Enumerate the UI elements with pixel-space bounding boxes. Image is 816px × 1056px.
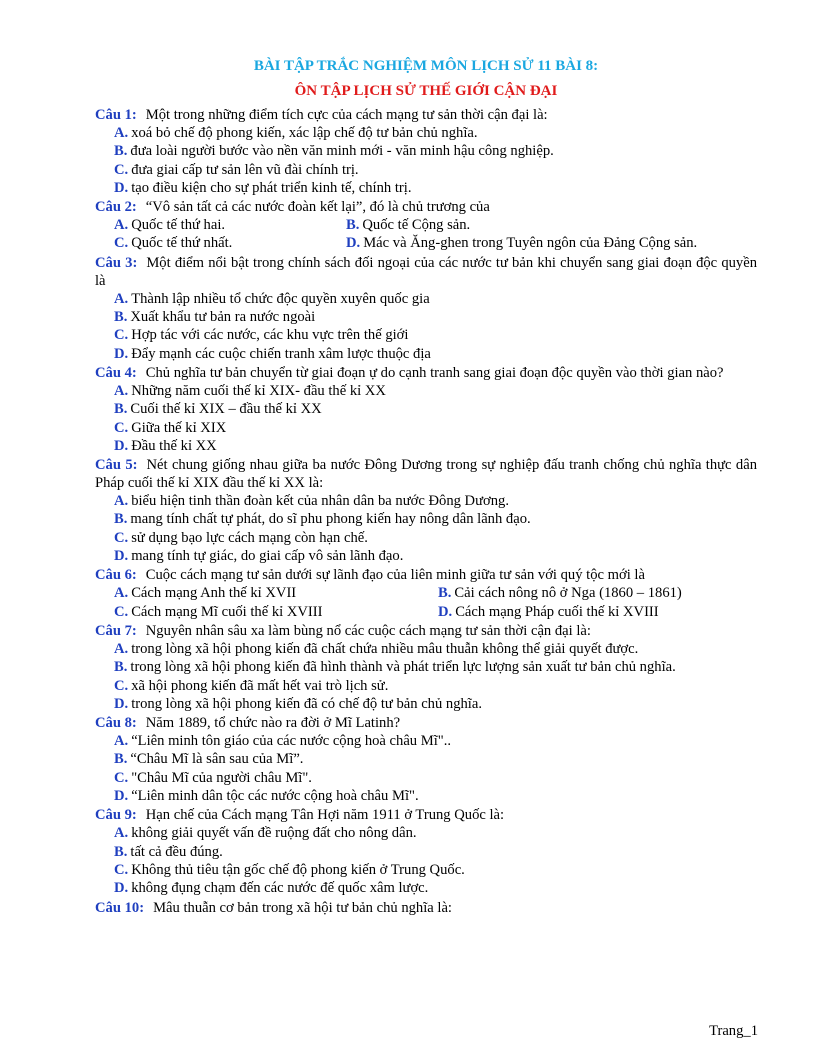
option-d: D. không đụng chạm đến các nước đế quốc xâm lược. [114, 880, 429, 897]
question-number: Câu 2: [95, 199, 137, 216]
option-c: C. Quốc tế thứ nhất. [114, 235, 233, 252]
document-page [95, 57, 757, 917]
option-c: C. sử dụng bạo lực cách mạng còn hạn chế. [114, 529, 368, 546]
option-c: C. xã hội phong kiến đã mất hết vai trò lịch sử. [114, 677, 389, 694]
option-c: C. đưa giai cấp tư sản lên vũ đài chính trị. [114, 161, 359, 178]
question-2 [95, 198, 757, 253]
option-a: A. trong lòng xã hội phong kiến đã chất chứa nhiều mâu thuẫn không thể giải quyết được. [114, 640, 639, 657]
option-b: B. Cải cách nông nô ở Nga (1860 – 1861) [438, 585, 682, 602]
option-b: B. mang tính chất tự phát, do sĩ phu phong kiến hay nông dân lãnh đạo. [114, 511, 531, 528]
question-text: “Vô sản tất cả các nước đoàn kết lại”, đó là chủ trương của [145, 199, 490, 216]
question-text: Mâu thuẫn cơ bản trong xã hội tư bản chủ nghĩa là: [153, 899, 452, 916]
question-text: Cuộc cách mạng tư sản dưới sự lãnh đạo của liên minh giữa tư sản với quý tộc mới là [145, 567, 645, 584]
option-b: B. đưa loài người bước vào nền văn minh mới - văn minh hậu công nghiệp. [114, 143, 554, 160]
question-10 [95, 899, 757, 917]
option-d: D. tạo điều kiện cho sự phát triển kinh tế, chính trị. [114, 179, 412, 196]
question-number: Câu 7: [95, 622, 137, 639]
option-a: A. Những năm cuối thế kỉ XIX- đầu thế kỉ XX [114, 382, 386, 399]
question-7 [95, 622, 757, 713]
question-text: Nét chung giống nhau giữa ba nước Đông Dương trong sự nghiệp đấu tranh chống chủ nghĩa thực dân Pháp cuối thế kỉ XIX đầu thế kỉ XX là: [95, 457, 757, 492]
question-3 [95, 254, 757, 363]
question-text: Chủ nghĩa tư bản chuyển từ giai đoạn ự do cạnh tranh sang giai đoạn độc quyền vào thời gian nào? [145, 364, 724, 381]
question-9 [95, 806, 757, 897]
question-number: Câu 5: [95, 457, 138, 474]
option-b: B. Quốc tế Cộng sản. [346, 217, 471, 234]
option-d: D. Cách mạng Pháp cuối thế kỉ XVIII [438, 603, 659, 620]
option-d: D. mang tính tự giác, do giai cấp vô sản lãnh đạo. [114, 548, 404, 565]
question-4 [95, 364, 757, 455]
option-a: A. biểu hiện tinh thần đoàn kết của nhân dân ba nước Đông Dương. [114, 493, 509, 510]
option-row [95, 584, 757, 602]
option-a: A. xoá bỏ chế độ phong kiến, xác lập chế độ tư bản chủ nghĩa. [114, 125, 478, 141]
option-d: D. Đầu thế kỉ XX [114, 437, 217, 454]
page-number: Trang_1 [709, 1023, 758, 1039]
option-d: D. “Liên minh dân tộc các nước cộng hoà châu Mĩ". [114, 788, 419, 805]
question-number: Câu 9: [95, 807, 137, 824]
question-1 [95, 106, 757, 197]
option-d: D. Đẩy mạnh các cuộc chiến tranh xâm lược thuộc địa [114, 345, 431, 362]
question-5 [95, 456, 757, 565]
question-number: Câu 3: [95, 254, 138, 271]
question-text: Năm 1889, tổ chức nào ra đời ở Mĩ Latinh? [145, 715, 401, 732]
option-b: B. trong lòng xã hội phong kiến đã hình thành và phát triển lực lượng sản xuất tư bản chủ nghĩa. [114, 659, 676, 676]
question-number: Câu 4: [95, 364, 137, 381]
question-text: Một điểm nổi bật trong chính sách đối ngoại của các nước tư bản khi chuyển sang giai đoạn độc quyền là [95, 254, 757, 289]
question-text: Hạn chế của Cách mạng Tân Hợi năm 1911 ở Trung Quốc là: [145, 807, 505, 824]
option-c: C. Cách mạng Mĩ cuối thế kỉ XVIII [114, 603, 323, 620]
option-c: C. Giữa thế kỉ XIX [114, 419, 227, 436]
option-d: D. trong lòng xã hội phong kiến đã có chế độ tư bản chủ nghĩa. [114, 695, 482, 712]
option-a: A. không giải quyết vấn đề ruộng đất cho nông dân. [114, 825, 417, 842]
option-c: C. "Châu Mĩ của người châu Mĩ". [114, 769, 312, 786]
option-row [95, 234, 757, 252]
question-text: Một trong những điểm tích cực của cách mạng tư sản thời cận đại là: [145, 107, 548, 123]
option-d: D. Mác và Ăng-ghen trong Tuyên ngôn của Đảng Cộng sản. [346, 235, 698, 252]
option-b: B. tất cả đều đúng. [114, 843, 223, 860]
page-title: BÀI TẬP TRẮC NGHIỆM MÔN LỊCH SỬ 11 BÀI 8: [253, 58, 599, 74]
question-8 [95, 714, 757, 805]
option-row [95, 603, 757, 621]
option-b: B. “Châu Mĩ là sân sau của Mĩ”. [114, 751, 304, 768]
option-a: A. Quốc tế thứ hai. [114, 217, 226, 234]
question-number: Câu 8: [95, 715, 137, 732]
question-6 [95, 566, 757, 621]
option-c: C. Không thủ tiêu tận gốc chế độ phong kiến ở Trung Quốc. [114, 861, 465, 878]
option-c: C. Hợp tác với các nước, các khu vực trên thế giới [114, 327, 409, 344]
option-a: A. Cách mạng Anh thế kỉ XVII [114, 585, 297, 602]
option-b: B. Cuối thế kỉ XIX – đầu thế kỉ XX [114, 401, 322, 418]
question-number: Câu 10: [95, 899, 145, 916]
question-text: Nguyên nhân sâu xa làm bùng nổ các cuộc cách mạng tư sản thời cận đại là: [145, 622, 591, 639]
option-a: A. Thành lập nhiều tổ chức độc quyền xuyên quốc gia [114, 290, 430, 307]
question-number: Câu 6: [95, 567, 137, 584]
page-subtitle: ÔN TẬP LỊCH SỬ THẾ GIỚI CẬN ĐẠI [294, 83, 558, 99]
option-b: B. Xuất khẩu tư bản ra nước ngoài [114, 309, 316, 326]
option-a: A. “Liên minh tôn giáo của các nước cộng hoà châu Mĩ".. [114, 733, 452, 750]
question-number: Câu 1: [95, 107, 137, 123]
option-row [95, 216, 757, 234]
